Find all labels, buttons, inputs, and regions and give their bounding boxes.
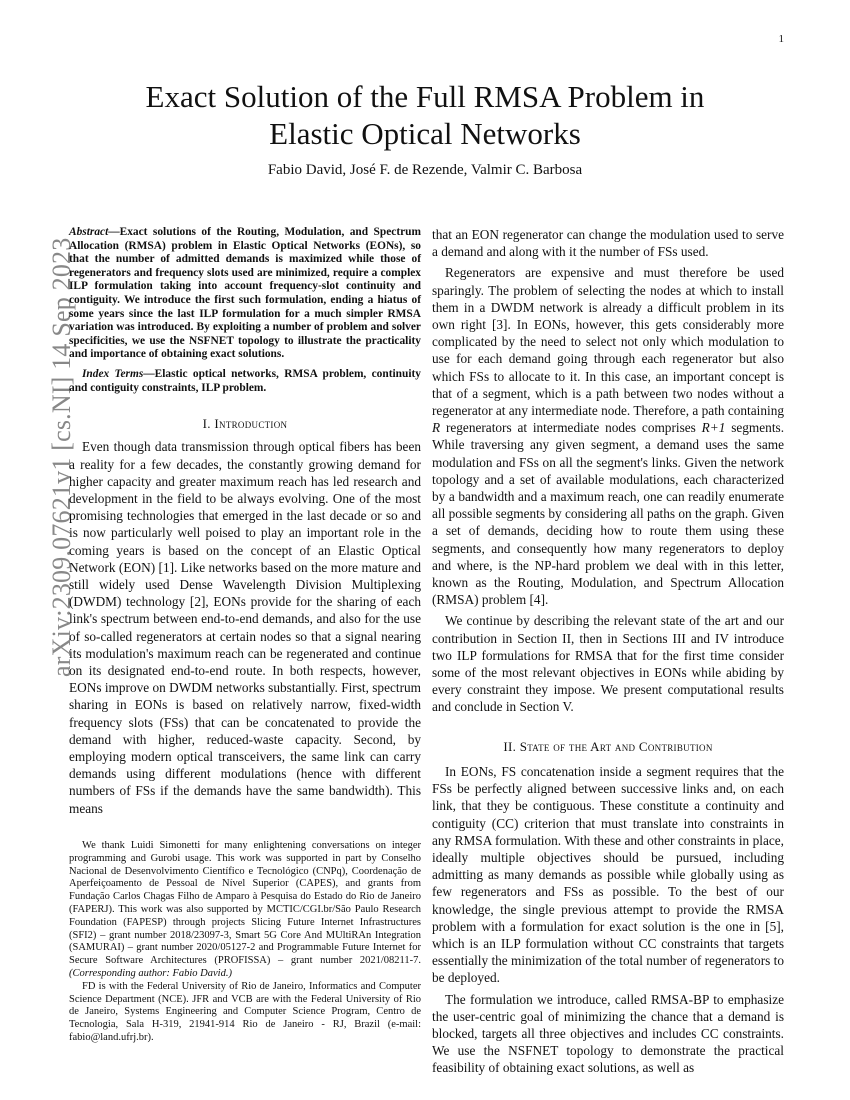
authors: Fabio David, José F. de Rezende, Valmir C. Barbosa [267,162,583,178]
title-line-2: Elastic Optical Networks [269,116,581,151]
page-number: 1 [778,33,784,45]
math-R: R [432,420,441,436]
section-1-paragraph-1: Even though data transmission through optical fibers has been a reality for a few decades, the constantly growing demand for higher capacity and greater maximum reach has led research and development in the field to be always evolving. One of the most promising technologies that emerged in the last decade or so and is now particularly well poised to play an important role in the coming years is based on the concept of an Elastic Optical Network (EON) [1]. Like networks based on the more mature and still widely used Dense Wavelength Division Multiplexing (DWDM) technology [2], EONs provide for the sharing of each link's spectrum between end-to-end demands, and also for the use of so-called regenerators at certain nodes so that a signal nearing its modulation's maximum reach can be regenerated and continue on its designated end-to-end route. In both respects, however, EONs improve on DWDM networks substantially. First, spectrum sharing in EONs is based on relatively narrow, fixed-width frequency slots (FSs) that can be concatenated to provide the demand with higher, reduced-waste capacity. Second, by employing modern optical transceivers, the same link can carry demands using different modulations (hence with different numbers of FSs if the demands have the same bandwidth). This means [69,439,421,816]
section-2-paragraph-1: In EONs, FS concatenation inside a segment requires that the FSs be perfectly aligned between successive links and, on each link, that they be contiguous. These constitute a continuity and contiguity (CC) criterion that must translate into constraints in any RMSA formulation. With these and other constraints in place, ideally multiple objectives should be pursued, including admitting as many demands as possible while globally using as few regenerators and FSs as possible. To the best of our knowledge, the single previous attempt to provide the RMSA problem with a formulation for exact solution is the one in [5], which is an ILP formulation without CC constraints that targets essentially the minimization of the total number of regenerators to be deployed. [432,763,784,986]
arxiv-stamp: arXiv:2309.07621v1 [cs.NI] 14 Sep 2023 [47,237,76,677]
right-paragraph-3: We continue by describing the relevant state of the art and our contribution in Section II, then in Sections III and IV introduce two ILP formulations for RMSA that for the first time consider some of the most relevant objectives in EONs while abiding by every constraint they impose. We present computational results and conclude in Section V. [432,613,784,715]
section-2-paragraph-2: The formulation we introduce, called RMSA-BP to emphasize the user-centric goal of minimizing the chance that a demand is blocked, targets all three objectives and includes CC constraints. We use the NSFNET topology to demonstrate the practical feasibility of obtaining exact solutions, as well as [432,991,784,1076]
right-paragraph-1: that an EON regenerator can change the modulation used to serve a demand and along with it the number of FSs used. [432,227,784,260]
footnote-acknowledgments: We thank Luidi Simonetti for many enlightening conversations on integer programming and Gurobi usage. This work was supported in part by Conselho Nacional de Desenvolvimento Científico e Tecnológico (CNPq), Coordenação de Aperfeiçoamento de Pessoal de Nível Superior (CAPES), and grants from Fundação Carlos Chagas Filho de Amparo à Pesquisa do Estado do Rio de Janeiro (FAPERJ). This work was also supported by MCTIC/CGI.br/São Paulo Research Foundation (FAPESP) through projects Slicing Future Internet Infrastructures (SFI2) – grant number 2018/23097-3, Smart 5G Core And MUltiRAn Integration (SAMURAI) – grant number 2020/05127-2 and Programmable Future Internet for Secure Software Architectures (PROFISSA) – grant number 2021/08211-7. (Corresponding author: Fabio David.) [69,840,421,979]
abstract [69,226,421,395]
section-1-heading: I. Introduction [202,416,288,432]
footnote-corresponding-author: (Corresponding author: Fabio David.) [69,967,232,979]
paper-title [60,78,790,152]
footnote-affiliations: FD is with the Federal University of Rio de Janeiro, Informatics and Computer Science Department (NCE). JFR and VCB are with the Federal University of Rio de Janeiro, Systems Engineering and Computer Science Program, Centro de Tecnologia, Sala H-319, 21941-914 Rio de Janeiro - RJ, Brazil (e-mail: fabio@land.ufrj.br). [69,980,421,1043]
title-line-1: Exact Solution of the Full RMSA Problem in [145,79,705,114]
abstract-label: Abstract [69,226,109,238]
index-terms-label: Index Terms [82,367,144,380]
right-paragraph-2: Regenerators are expensive and must therefore be used sparingly. The problem of selecting the nodes at which to install them in a DWDM network is already a difficult problem in its own right [3]. In EONs, however, this gets considerably more complicated by the need to select not only which modulation to use for each demand going through each regenerator but also which FSs to allocate to it. In this case, an important concept is that of a segment, which is a path between two nodes without a regenerator at any intermediate node. Therefore, a path containing R regenerators at intermediate nodes comprises R+1 segments. While traversing any given segment, a demand uses the same modulation and FSs on all the segment's links. Given the network topology and a set of available modulations, each characterized by a bandwidth and a maximum reach, one can readily enumerate all possible segments by considering all paths on the graph. Given a set of demands, deciding how to route them using these segments, and consequently how many regenerators to deploy and where, is the NP-hard problem we deal with in this letter, known as the Routing, Modulation, and Spectrum Allocation (RMSA) problem [4]. [432,265,785,608]
right-column [432,226,784,1077]
footnotes [69,840,421,1045]
left-column [69,226,421,817]
index-terms-text: —Elastic optical networks, RMSA problem, continuity and contiguity constraints, ILP problem. [69,367,421,394]
abstract-text: —Exact solutions of the Routing, Modulation, and Spectrum Allocation (RMSA) problem in Elastic Optical Networks (EONs), so that the number of admitted demands is maximized while those of regenerators and frequency slots used are minimized, require a complex ILP formulation taking into account frequency-slot continuity and contiguity. We introduce the first such formulation, ending a hiatus of some years since the last ILP formulation for a much simpler RMSA variation was introduced. By exploiting a number of problem and solver specificities, we use the NSFNET topology to illustrate the practicality and importance of obtaining exact solutions. [69,226,421,361]
math-R-plus-1: R+1 [701,420,726,436]
section-2-heading: II. State of the Art and Contribution [503,738,713,754]
